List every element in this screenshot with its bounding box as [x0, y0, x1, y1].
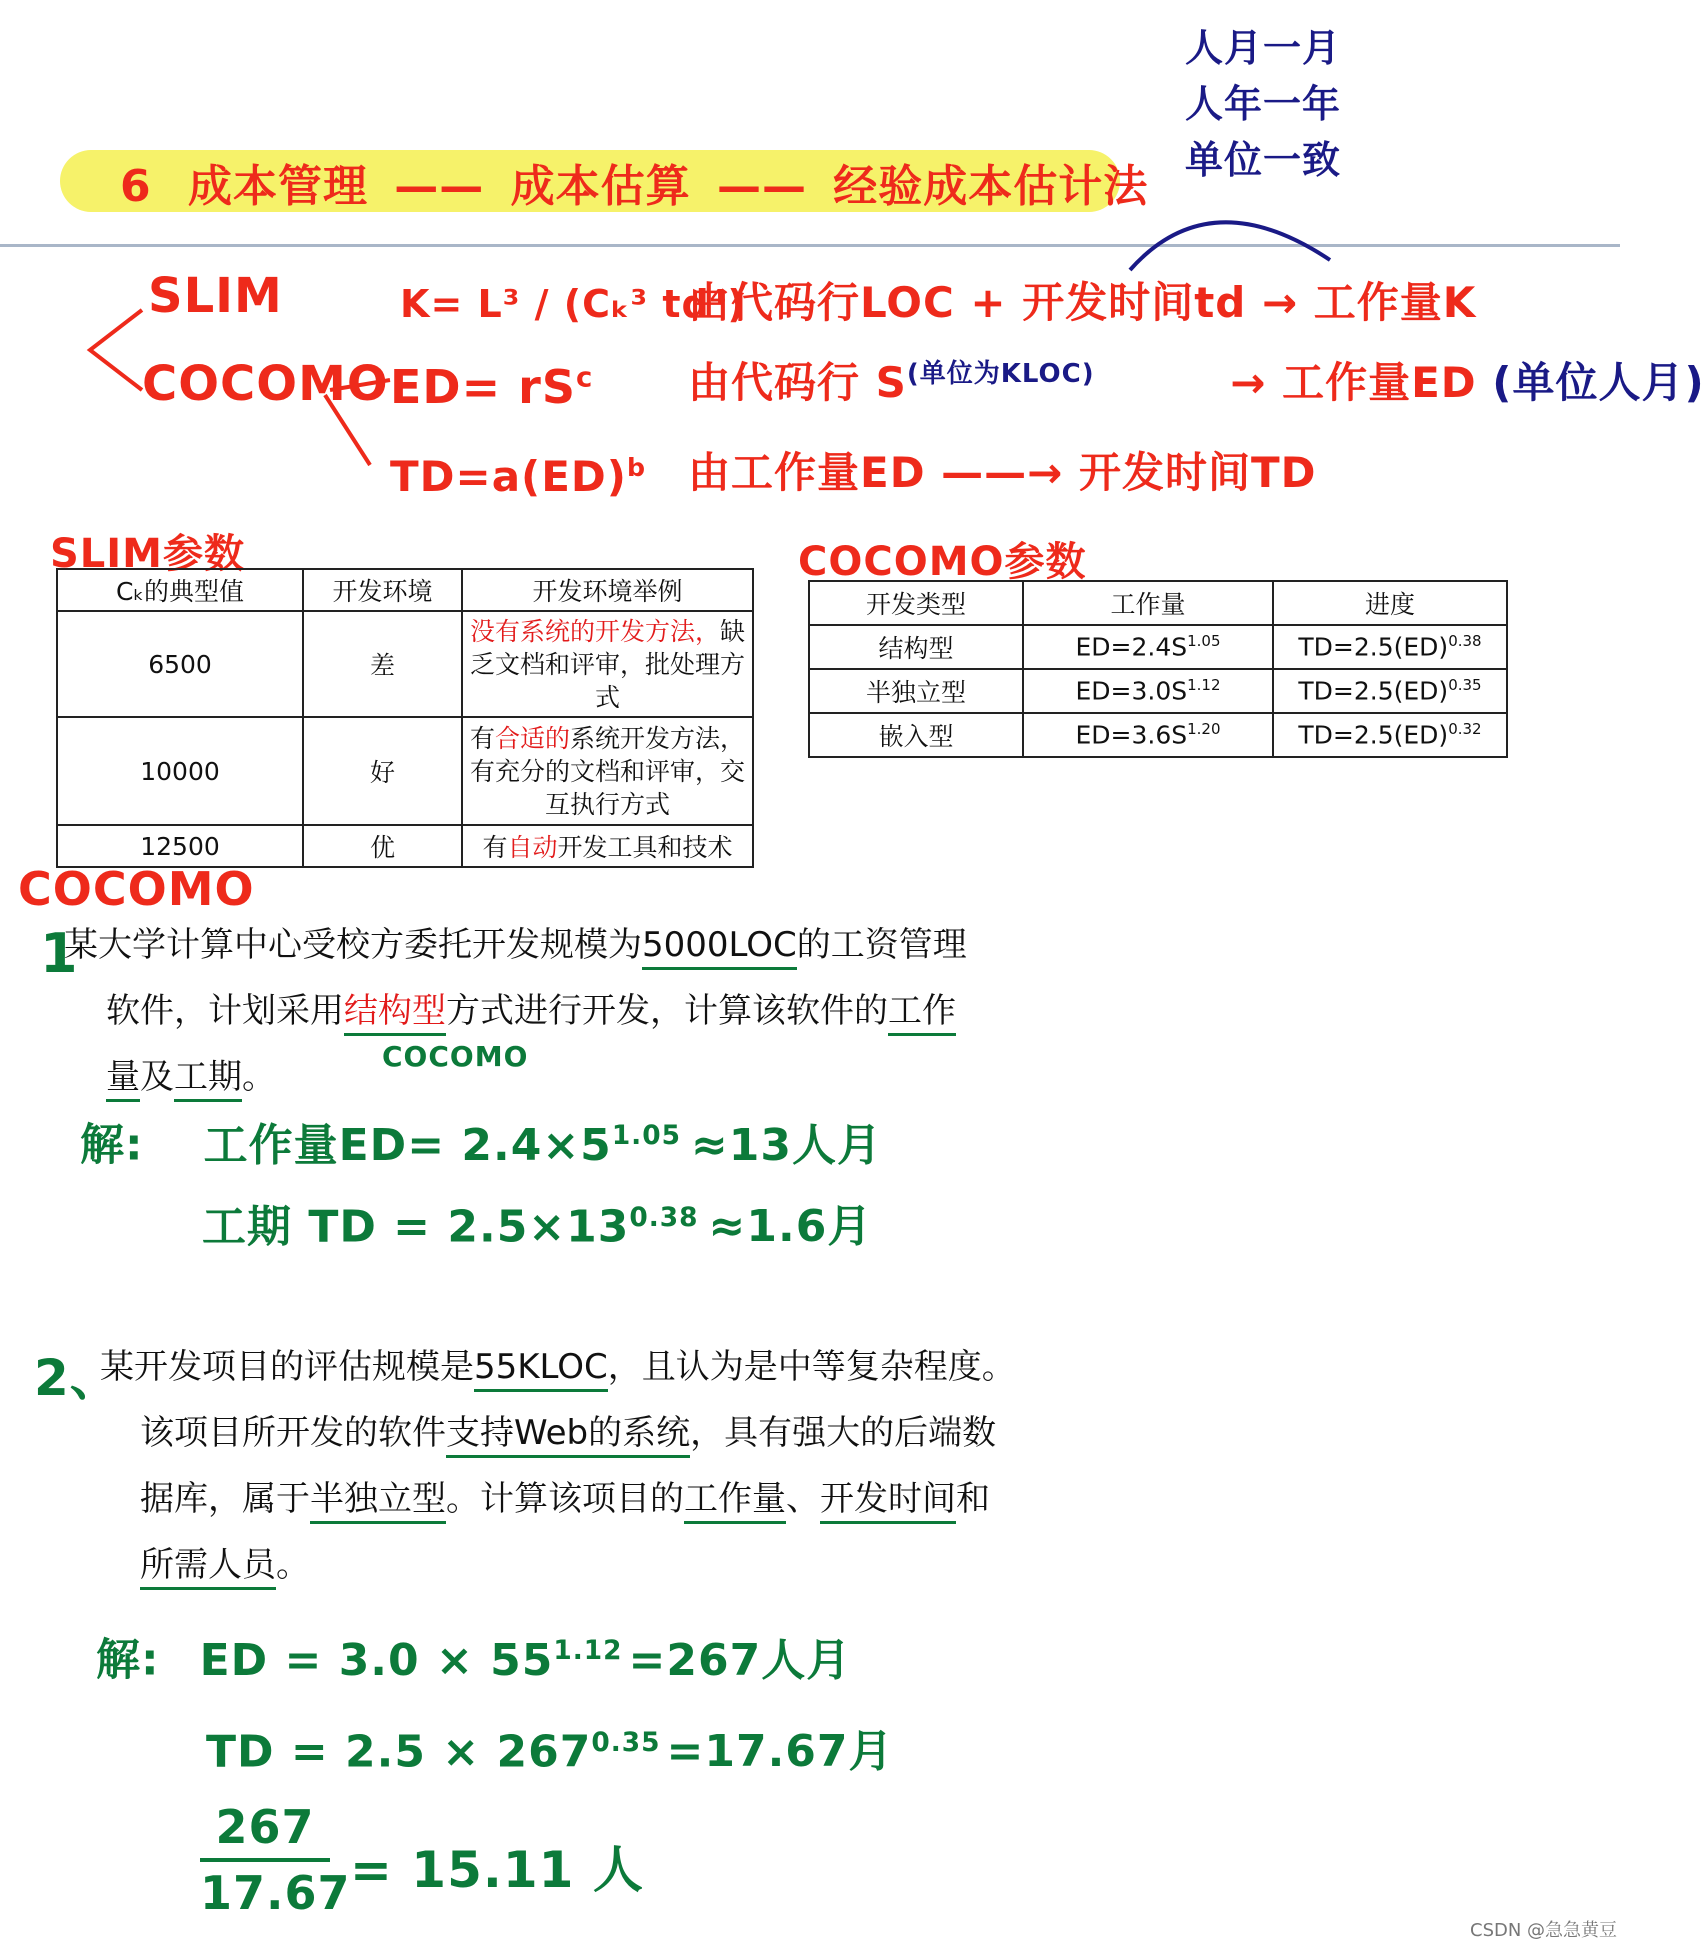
- table-row: 6500 差 没有系统的开发方法，缺乏文档和评审，批处理方式: [57, 611, 753, 717]
- heading-part3: 经验成本估计法: [833, 161, 1149, 212]
- model-desc1: 由代码行LOC + 开发时间td → 工作量K: [688, 278, 1477, 327]
- q2-fraction-result: = 15.11 人: [350, 1841, 644, 1899]
- q1-note: COCOMO: [382, 1040, 529, 1073]
- units-line2: 人年一年: [1185, 82, 1342, 126]
- slim-table: [56, 568, 754, 868]
- model-desc3: 由工作量ED ——→ 开发时间TD: [688, 448, 1317, 497]
- q2-text: 某开发项目的评估规模是55KLOC，且认为是中等复杂程度。 该项目所开发的软件支持Web的系统，具有强大的后端数 据库，属于半独立型。计算该项目的工作量、开发时间和 所需人员。: [100, 1334, 1100, 1598]
- q1-text: 某大学计算中心受校方委托开发规模为5000LOC的工资管理 软件，计划采用结构型方式进行开发，计算该软件的工作 量及工期。: [64, 912, 1064, 1110]
- heading-dash: ——: [716, 161, 807, 212]
- table-row: 半独立型 $ED=3.0S^{1.12}$ TD=2.5(ED)$^{0.35}$: [809, 669, 1507, 713]
- model-slim: SLIM: [148, 268, 283, 324]
- cocomo-header: 进度: [1273, 581, 1507, 625]
- table-row: 10000 好 有合适的系统开发方法，有充分的文档和评审，交互执行方式: [57, 717, 753, 825]
- units-arc: [1120, 200, 1350, 280]
- slim-header: 开发环境举例: [462, 569, 753, 611]
- heading-part2: 成本估算: [510, 161, 691, 212]
- footer-watermark: CSDN @急急黄豆: [1470, 1920, 1618, 1941]
- cocomo-header: 开发类型: [809, 581, 1023, 625]
- heading-part1: 成本管理: [187, 161, 368, 212]
- td-formula: TD=a(ED)$^b$: [390, 452, 647, 501]
- k-formula: K= L³ / (Cₖ³ td⁴): [400, 282, 746, 326]
- units-line3: 单位一致: [1185, 138, 1342, 182]
- q2-solution: 解: ED = $3.0 \times 55^{1.12} =267$人月 TD = $2.5 \times 267^{0.35} =17.67$月: [96, 1634, 894, 1778]
- q1-number: 1: [40, 922, 79, 985]
- divider-line: [0, 244, 1620, 247]
- slim-table-title: SLIM参数: [50, 531, 245, 577]
- ed-formula: $ED= rS^c$: [390, 360, 594, 414]
- cocomo-table-title: COCOMO参数: [798, 539, 1087, 585]
- cocomo-table: [808, 580, 1508, 758]
- cocomo-header: 工作量: [1023, 581, 1273, 625]
- slim-header: 开发环境: [303, 569, 462, 611]
- fraction-numerator: 267: [215, 1800, 315, 1854]
- units-note: [1185, 20, 1341, 188]
- table-row: 12500 优 有自动开发工具和技术: [57, 825, 753, 867]
- model-cocomo: COCOMO: [142, 356, 389, 412]
- units-line1: 人月一月: [1185, 26, 1342, 70]
- heading-dash: ——: [394, 161, 485, 212]
- model-desc2: 由代码行 $S^{(单位为KLOC)}$ → 工作量ED (单位人月): [688, 358, 1705, 407]
- q1-solution: 解: 工作量$ED= 2.4\times 5^{1.05} \approx 13$人月 工期 TD = $2.5\times 13^{0.38} \approx 1.6$月: [80, 1119, 883, 1253]
- fraction-denominator: 17.67: [200, 1866, 351, 1920]
- q1-tag: COCOMO: [18, 862, 255, 916]
- heading-number: 6: [120, 161, 152, 212]
- heading: [120, 150, 1148, 214]
- q2-number: 2、: [34, 1349, 121, 1407]
- fraction-bar: [200, 1858, 330, 1862]
- q2-fraction: [200, 1800, 351, 1920]
- table-row: 结构型 $ED=2.4S^{1.05}$ TD=2.5(ED)$^{0.38}$: [809, 625, 1507, 669]
- table-row: 嵌入型 $ED=3.6S^{1.20}$ TD=2.5(ED)$^{0.32}$: [809, 713, 1507, 757]
- slim-header: Cₖ的典型值: [57, 569, 303, 611]
